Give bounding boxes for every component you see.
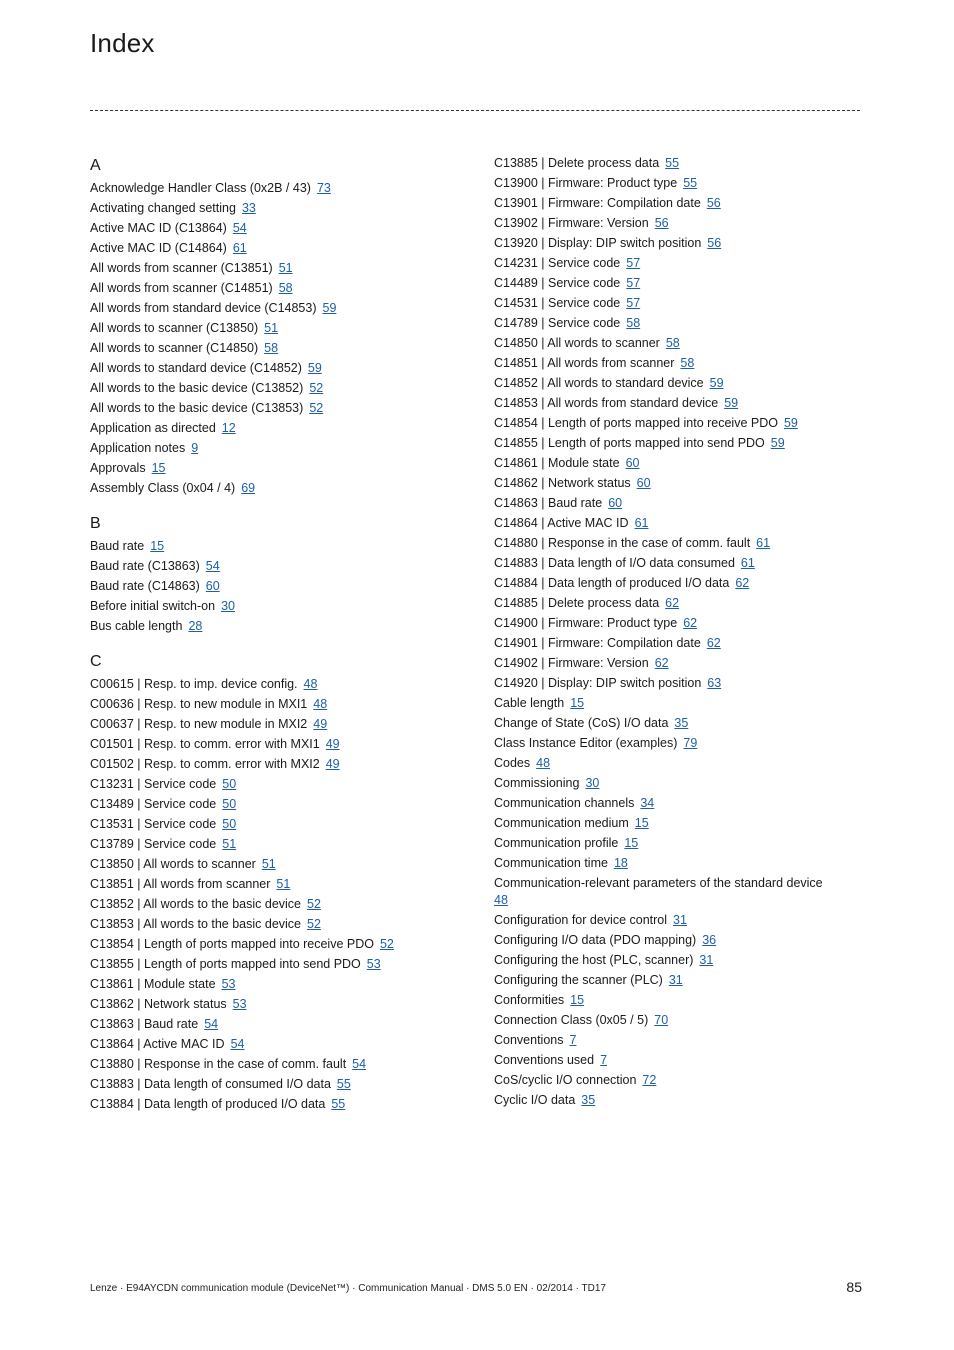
- page-link[interactable]: 48: [494, 893, 508, 907]
- page-link[interactable]: 51: [278, 261, 293, 275]
- index-entry: [494, 353, 864, 373]
- index-term: C14531 | Service code: [494, 296, 621, 310]
- page-link[interactable]: 48: [536, 756, 551, 770]
- page-link[interactable]: 51: [276, 877, 291, 891]
- index-entry: [494, 613, 864, 633]
- section-letter: C: [90, 653, 102, 670]
- index-entry: [494, 333, 864, 353]
- index-term: Communication-relevant parameters of the standard device: [494, 876, 823, 890]
- index-term: Communication medium: [494, 816, 629, 830]
- index-entry: [90, 854, 480, 874]
- index-entry: [90, 198, 480, 218]
- index-entry: [90, 318, 480, 338]
- index-entry: [90, 338, 480, 358]
- index-term: Conventions: [494, 1033, 564, 1047]
- index-entry: [90, 358, 480, 378]
- page-link[interactable]: 59: [724, 396, 739, 410]
- index-term: C01501 | Resp. to comm. error with MXI1: [90, 737, 320, 751]
- index-entry: [90, 258, 480, 278]
- index-term: C14231 | Service code: [494, 256, 621, 270]
- index-entry: [90, 714, 480, 734]
- index-entry: [494, 373, 864, 393]
- page-link[interactable]: 54: [352, 1057, 367, 1071]
- page-link[interactable]: 52: [307, 897, 321, 911]
- index-term: C13850 | All words to scanner: [90, 857, 256, 871]
- index-term: C13789 | Service code: [90, 837, 217, 851]
- page-link[interactable]: 18: [613, 856, 628, 870]
- index-entry: [494, 793, 864, 813]
- page-number: 85: [846, 1279, 862, 1295]
- index-entry: [90, 398, 480, 418]
- index-term: C13864 | Active MAC ID: [90, 1037, 225, 1051]
- index-entry: [90, 238, 480, 258]
- index-term: Change of State (CoS) I/O data: [494, 716, 669, 730]
- index-entry: [90, 934, 480, 954]
- index-entry: [494, 493, 864, 513]
- index-term: Configuration for device control: [494, 913, 668, 927]
- index-term: Configuring the scanner (PLC): [494, 973, 663, 987]
- index-term: Application as directed: [90, 421, 216, 435]
- page-link[interactable]: 60: [625, 456, 640, 470]
- page-link[interactable]: 55: [665, 156, 680, 170]
- page-link[interactable]: 59: [322, 301, 337, 315]
- page-link[interactable]: 54: [205, 559, 220, 573]
- index-term: C13920 | Display: DIP switch position: [494, 236, 702, 250]
- index-entry: [494, 713, 864, 733]
- index-term: All words to scanner (C13850): [90, 321, 259, 335]
- index-entry: [494, 553, 864, 573]
- index-term: C13854 | Length of ports mapped into receive PDO: [90, 937, 374, 951]
- index-term: Configuring I/O data (PDO mapping): [494, 933, 697, 947]
- index-term: Cable length: [494, 696, 565, 710]
- page-link[interactable]: 36: [702, 933, 717, 947]
- index-term: C14853 | All words from standard device: [494, 396, 719, 410]
- index-term: Bus cable length: [90, 619, 183, 633]
- index-entry: [494, 633, 864, 653]
- index-entry: [494, 1070, 864, 1090]
- page-link[interactable]: 31: [699, 953, 714, 967]
- index-entry: [90, 954, 480, 974]
- page-link[interactable]: 61: [232, 241, 247, 255]
- index-entry: [90, 458, 480, 478]
- page-link[interactable]: 62: [683, 616, 698, 630]
- index-entry: [494, 1010, 864, 1030]
- index-term: Communication channels: [494, 796, 635, 810]
- page-link[interactable]: 31: [673, 913, 687, 927]
- index-entry: [90, 616, 480, 636]
- index-term: C13855 | Length of ports mapped into send PDO: [90, 957, 361, 971]
- index-entry: [90, 774, 480, 794]
- index-term: C13902 | Firmware: Version: [494, 216, 649, 230]
- index-entry: [90, 576, 480, 596]
- index-term: All words from standard device (C14853): [90, 301, 317, 315]
- index-term: Communication profile: [494, 836, 619, 850]
- page-link[interactable]: 50: [222, 777, 237, 791]
- index-term: C14883 | Data length of I/O data consumed: [494, 556, 735, 570]
- index-term: C14850 | All words to scanner: [494, 336, 660, 350]
- page-link[interactable]: 70: [654, 1013, 669, 1027]
- index-term: C14884 | Data length of produced I/O data: [494, 576, 730, 590]
- page-link[interactable]: 53: [366, 957, 381, 971]
- index-term: C14900 | Firmware: Product type: [494, 616, 678, 630]
- index-term: Conformities: [494, 993, 565, 1007]
- index-term: Approvals: [90, 461, 146, 475]
- index-entry: [494, 173, 864, 193]
- index-term: Cyclic I/O data: [494, 1093, 576, 1107]
- page-link[interactable]: 53: [221, 977, 236, 991]
- page-link[interactable]: 15: [570, 696, 585, 710]
- index-term: C13862 | Network status: [90, 997, 227, 1011]
- index-entry: [494, 990, 864, 1010]
- page-link[interactable]: 79: [683, 736, 698, 750]
- page-link[interactable]: 52: [379, 937, 394, 951]
- page-link[interactable]: 52: [309, 381, 324, 395]
- index-entry: [494, 653, 864, 673]
- page-link[interactable]: 60: [636, 476, 651, 490]
- index-term: C01502 | Resp. to comm. error with MXI2: [90, 757, 320, 771]
- index-entry: [494, 813, 864, 833]
- index-term: Application notes: [90, 441, 186, 455]
- page-link[interactable]: 60: [608, 496, 623, 510]
- page-link[interactable]: 54: [204, 1017, 219, 1031]
- page-link[interactable]: 58: [665, 336, 680, 350]
- page-link[interactable]: 15: [570, 993, 585, 1007]
- index-term: C13900 | Firmware: Product type: [494, 176, 678, 190]
- index-term: C00636 | Resp. to new module in MXI1: [90, 697, 308, 711]
- page-link[interactable]: 56: [654, 216, 669, 230]
- index-entry: [90, 674, 480, 694]
- page-link[interactable]: 7: [600, 1053, 608, 1067]
- index-entry: [90, 834, 480, 854]
- index-entry: [494, 1050, 864, 1070]
- section-letter: B: [90, 515, 101, 532]
- index-column-left: [90, 154, 480, 1114]
- page-link[interactable]: 60: [205, 579, 220, 593]
- page-link[interactable]: 48: [303, 677, 318, 691]
- index-entry: [90, 1014, 480, 1034]
- index-term: Connection Class (0x05 / 5): [494, 1013, 649, 1027]
- index-entry: [494, 950, 864, 970]
- index-entry: [494, 873, 864, 910]
- index-entry: [494, 293, 864, 313]
- index-term: C13884 | Data length of produced I/O data: [90, 1097, 326, 1111]
- index-term: C13901 | Firmware: Compilation date: [494, 196, 701, 210]
- page-link[interactable]: 50: [222, 817, 237, 831]
- index-term: All words from scanner (C13851): [90, 261, 273, 275]
- index-entry: [90, 994, 480, 1014]
- page-link[interactable]: 58: [680, 356, 695, 370]
- index-term: C14901 | Firmware: Compilation date: [494, 636, 701, 650]
- index-entry: [90, 178, 480, 198]
- index-entry: [90, 814, 480, 834]
- index-term: C14920 | Display: DIP switch position: [494, 676, 702, 690]
- index-term: C14862 | Network status: [494, 476, 631, 490]
- page-link[interactable]: 9: [191, 441, 199, 455]
- page-link[interactable]: 50: [222, 797, 237, 811]
- index-term: C13489 | Service code: [90, 797, 217, 811]
- index-term: C14852 | All words to standard device: [494, 376, 704, 390]
- page-link[interactable]: 51: [261, 857, 276, 871]
- index-entry: [90, 218, 480, 238]
- index-term: C13531 | Service code: [90, 817, 217, 831]
- index-entry: [90, 734, 480, 754]
- index-term: Conventions used: [494, 1053, 595, 1067]
- index-term: Configuring the host (PLC, scanner): [494, 953, 694, 967]
- page-link[interactable]: 12: [221, 421, 236, 435]
- index-entry: [90, 556, 480, 576]
- page-link[interactable]: 15: [151, 461, 166, 475]
- index-entry: [494, 233, 864, 253]
- index-term: C14885 | Delete process data: [494, 596, 660, 610]
- index-entry: [90, 974, 480, 994]
- page-link[interactable]: 72: [642, 1073, 657, 1087]
- index-entry: [494, 753, 864, 773]
- page-title: Index: [90, 28, 155, 58]
- page-link[interactable]: 54: [230, 1037, 245, 1051]
- index-entry: [90, 794, 480, 814]
- index-term: Activating changed setting: [90, 201, 236, 215]
- index-term: All words to the basic device (C13852): [90, 381, 304, 395]
- page-link[interactable]: 62: [665, 596, 680, 610]
- page-link[interactable]: 63: [707, 676, 722, 690]
- index-term: C13883 | Data length of consumed I/O data: [90, 1077, 331, 1091]
- index-entry: [494, 313, 864, 333]
- index-term: Codes: [494, 756, 531, 770]
- page-link[interactable]: 59: [307, 361, 322, 375]
- index-entry: [494, 193, 864, 213]
- page-link[interactable]: 35: [581, 1093, 596, 1107]
- index-term: All words to the basic device (C13853): [90, 401, 304, 415]
- index-entry: [494, 453, 864, 473]
- page-link[interactable]: 55: [331, 1097, 346, 1111]
- page-link[interactable]: 59: [709, 376, 724, 390]
- page-link[interactable]: 34: [640, 796, 655, 810]
- page-link[interactable]: 31: [668, 973, 683, 987]
- page-link[interactable]: 54: [232, 221, 247, 235]
- index-term: Communication time: [494, 856, 608, 870]
- index-term: C13851 | All words from scanner: [90, 877, 271, 891]
- index-term: All words to scanner (C14850): [90, 341, 259, 355]
- index-entry: [494, 213, 864, 233]
- index-entry: [494, 693, 864, 713]
- index-term: Active MAC ID (C14864): [90, 241, 227, 255]
- page-link[interactable]: 57: [626, 256, 641, 270]
- index-entry: [494, 153, 864, 173]
- index-term: C14863 | Baud rate: [494, 496, 603, 510]
- page-link[interactable]: 33: [241, 201, 256, 215]
- index-entry: [90, 914, 480, 934]
- index-term: Commissioning: [494, 776, 580, 790]
- index-term: C14880 | Response in the case of comm. fault: [494, 536, 751, 550]
- index-entry: [90, 438, 480, 458]
- page-link[interactable]: 15: [624, 836, 639, 850]
- index-term: CoS/cyclic I/O connection: [494, 1073, 637, 1087]
- page-link[interactable]: 61: [756, 536, 771, 550]
- index-entry: [494, 513, 864, 533]
- index-entry: [90, 1034, 480, 1054]
- index-entry: [90, 278, 480, 298]
- index-entry: [494, 773, 864, 793]
- page-link[interactable]: 53: [232, 997, 247, 1011]
- page-link[interactable]: 69: [241, 481, 256, 495]
- index-entry: [90, 1054, 480, 1074]
- index-term: All words to standard device (C14852): [90, 361, 302, 375]
- page-link[interactable]: 61: [740, 556, 755, 570]
- index-entry: [90, 378, 480, 398]
- index-entry: [494, 253, 864, 273]
- page-link[interactable]: 58: [626, 316, 641, 330]
- index-term: C14851 | All words from scanner: [494, 356, 675, 370]
- page-link[interactable]: 49: [325, 757, 340, 771]
- index-term: C13231 | Service code: [90, 777, 217, 791]
- index-entry: [494, 930, 864, 950]
- index-entry: [494, 970, 864, 990]
- index-term: C14902 | Firmware: Version: [494, 656, 649, 670]
- index-term: C00615 | Resp. to imp. device config.: [90, 677, 298, 691]
- page-link[interactable]: 7: [569, 1033, 577, 1047]
- index-term: C14489 | Service code: [494, 276, 621, 290]
- index-term: C13853 | All words to the basic device: [90, 917, 302, 931]
- index-entry: [494, 910, 864, 930]
- index-entry: [494, 433, 864, 453]
- index-term: C13863 | Baud rate: [90, 1017, 199, 1031]
- page-link[interactable]: 59: [770, 436, 785, 450]
- page-link[interactable]: 52: [309, 401, 324, 415]
- index-term: C13852 | All words to the basic device: [90, 897, 302, 911]
- index-column-right: [494, 153, 864, 1110]
- index-term: C13885 | Delete process data: [494, 156, 660, 170]
- index-entry: [90, 298, 480, 318]
- page-link[interactable]: 30: [585, 776, 600, 790]
- page-link[interactable]: 56: [706, 196, 721, 210]
- index-entry: [90, 536, 480, 556]
- index-entry: [494, 473, 864, 493]
- index-entry: [494, 593, 864, 613]
- index-term: C14854 | Length of ports mapped into receive PDO: [494, 416, 778, 430]
- index-term: C14864 | Active MAC ID: [494, 516, 629, 530]
- page-link[interactable]: 61: [634, 516, 649, 530]
- index-term: C13861 | Module state: [90, 977, 216, 991]
- index-entry: [494, 273, 864, 293]
- index-term: Before initial switch-on: [90, 599, 216, 613]
- page-link[interactable]: 58: [278, 281, 293, 295]
- footer-text: Lenze · E94AYCDN communication module (DeviceNet™) · Communication Manual · DMS 5.0 EN · 02/2014 · TD17: [90, 1283, 606, 1294]
- index-entry: [494, 673, 864, 693]
- page-link[interactable]: 73: [316, 181, 331, 195]
- index-entry: [90, 1094, 480, 1114]
- page-link[interactable]: 62: [735, 576, 750, 590]
- page-link[interactable]: 62: [654, 656, 669, 670]
- page-link[interactable]: 57: [626, 276, 641, 290]
- index-term: Baud rate: [90, 539, 145, 553]
- index-entry: [90, 894, 480, 914]
- index-term: C13880 | Response in the case of comm. fault: [90, 1057, 347, 1071]
- page-link[interactable]: 15: [634, 816, 649, 830]
- index-term: Acknowledge Handler Class (0x2B / 43): [90, 181, 311, 195]
- page-link[interactable]: 52: [307, 917, 321, 931]
- index-term: C00637 | Resp. to new module in MXI2: [90, 717, 308, 731]
- index-entry: [494, 853, 864, 873]
- index-term: All words from scanner (C14851): [90, 281, 273, 295]
- index-entry: [494, 533, 864, 553]
- page-link[interactable]: 55: [336, 1077, 351, 1091]
- header-divider: [90, 110, 860, 111]
- page-link[interactable]: 30: [221, 599, 235, 613]
- index-term: C14855 | Length of ports mapped into send PDO: [494, 436, 765, 450]
- index-entry: [494, 573, 864, 593]
- page-link[interactable]: 59: [783, 416, 798, 430]
- page-link[interactable]: 58: [264, 341, 279, 355]
- page-link[interactable]: 55: [683, 176, 698, 190]
- page-link[interactable]: 57: [626, 296, 641, 310]
- page-link[interactable]: 28: [188, 619, 203, 633]
- page-link[interactable]: 56: [707, 236, 722, 250]
- page-link[interactable]: 51: [264, 321, 279, 335]
- page-link[interactable]: 51: [222, 837, 237, 851]
- page-link[interactable]: 35: [674, 716, 689, 730]
- index-term: Baud rate (C13863): [90, 559, 200, 573]
- index-entry: [90, 1074, 480, 1094]
- index-term: C14789 | Service code: [494, 316, 621, 330]
- section-letter: A: [90, 157, 101, 174]
- index-entry: [494, 393, 864, 413]
- index-entry: [494, 413, 864, 433]
- page-link[interactable]: 49: [313, 717, 328, 731]
- index-entry: [494, 833, 864, 853]
- index-term: Class Instance Editor (examples): [494, 736, 678, 750]
- index-entry: [494, 1090, 864, 1110]
- index-term: C14861 | Module state: [494, 456, 620, 470]
- index-entry: [494, 733, 864, 753]
- page-link[interactable]: 62: [706, 636, 721, 650]
- index-entry: [90, 754, 480, 774]
- index-term: Baud rate (C14863): [90, 579, 200, 593]
- index-entry: [90, 596, 480, 616]
- index-term: Active MAC ID (C13864): [90, 221, 227, 235]
- page-link[interactable]: 48: [313, 697, 328, 711]
- index-entry: [494, 1030, 864, 1050]
- page-link[interactable]: 49: [325, 737, 340, 751]
- index-term: Assembly Class (0x04 / 4): [90, 481, 236, 495]
- index-entry: [90, 478, 480, 498]
- page-link[interactable]: 15: [150, 539, 165, 553]
- index-entry: [90, 874, 480, 894]
- index-entry: [90, 694, 480, 714]
- index-entry: [90, 418, 480, 438]
